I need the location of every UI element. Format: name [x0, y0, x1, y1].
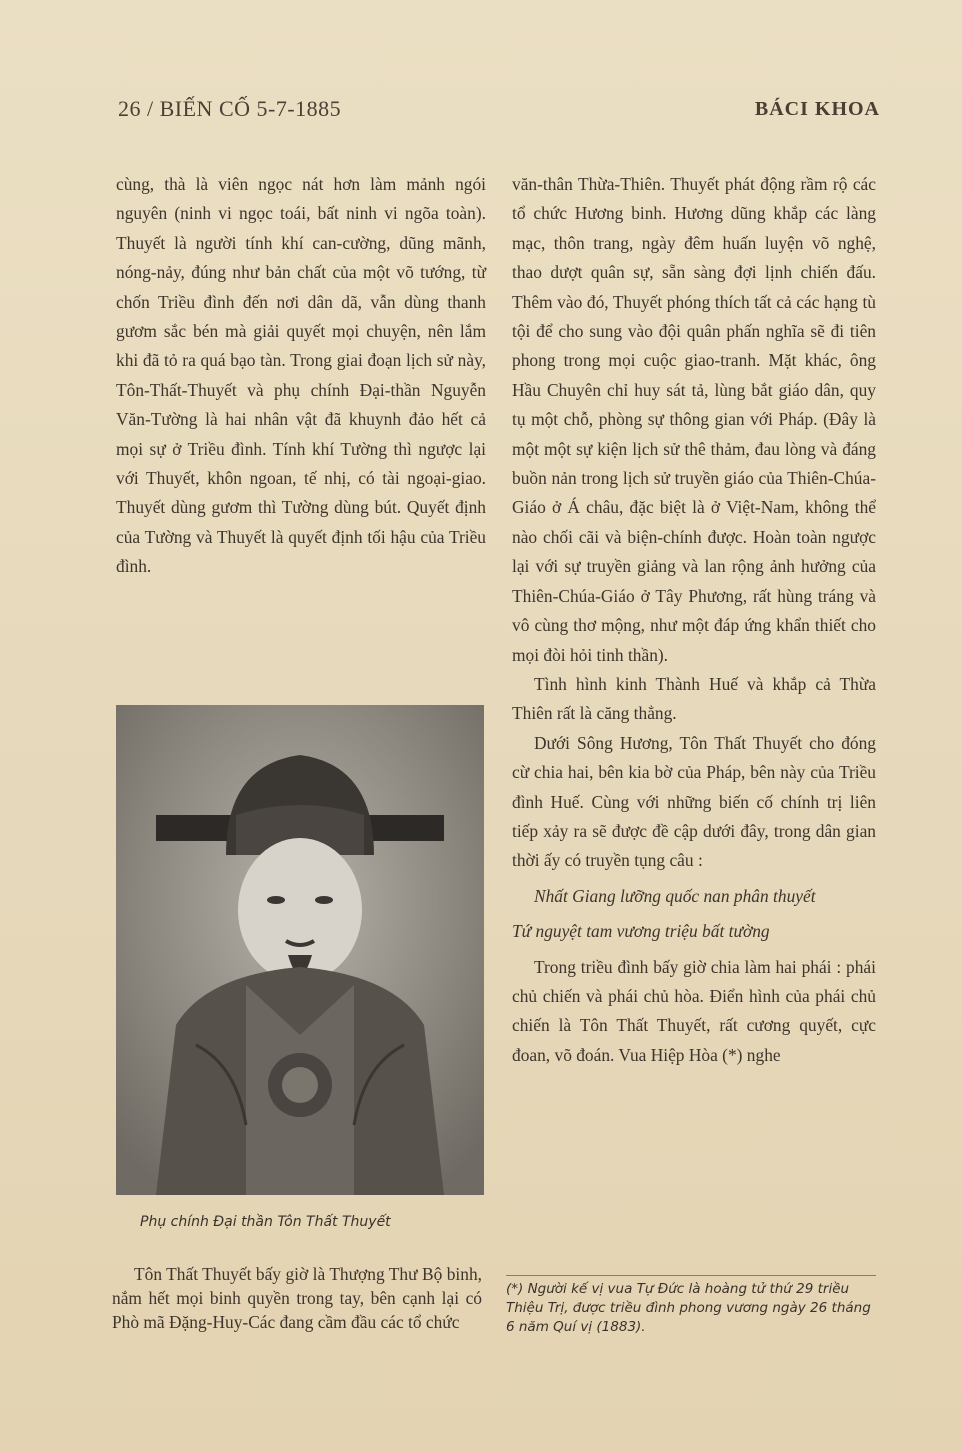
- portrait-figure: [116, 705, 484, 1195]
- right-column: [512, 170, 876, 1070]
- right-paragraph-2: Tình hình kinh Thành Huế và khắp cả Thừa Thiên rất là căng thẳng.: [512, 673, 876, 724]
- footnote: (*) Người kế vị vua Tự Đức là hoàng tử thứ 29 triều Thiệu Trị, được triều đình phong vương ngày 26 tháng 6 năm Quí vị (1883).: [506, 1275, 876, 1337]
- page-number-title: 26 / BIẾN CỐ 5-7-1885: [118, 96, 342, 121]
- photo-caption: Phụ chính Đại thần Tôn Thất Thuyết: [140, 1214, 391, 1230]
- left-column: [116, 170, 486, 582]
- portrait-photo: [116, 705, 484, 1195]
- publication-title: BÁCI KHOA: [754, 98, 880, 120]
- right-paragraph-3: Dưới Sông Hương, Tôn Thất Thuyết cho đóng cừ chia hai, bên kia bờ của Pháp, bên này của Triều đình Huế. Cùng với những biến cố chính trị liên tiếp xảy ra sẽ được đề cập dưới đây, trong dân gian thời ấy có truyền tụng câu :: [512, 732, 876, 871]
- poem-line-2: Tứ nguyệt tam vương triệu bất tường: [512, 921, 770, 942]
- left-column-paragraph: cùng, thà là viên ngọc nát hơn làm mảnh ngói nguyên (ninh vi ngọc toái, bất ninh vi ngõa toàn). Thuyết là người tính khí can-cường, dũng mãnh, nóng-nảy, đúng như bản chất của một võ tướng, từ chốn Triều đình đến nơi dân dã, vẫn dùng thanh gươm sắc bén mà giải quyết mọi chuyện, nên lắm khi đã tỏ ra quá bạo tàn. Trong giai đoạn lịch sử này, Tôn-Thất-Thuyết và phụ chính Đại-thần Nguyễn Văn-Tường là hai nhân vật đã khuynh đảo hết cả mọi sự ở Triều đình. Tính khí Tường thì ngược lại với Thuyết, khôn ngoan, tế nhị, có tài ngoại-giao. Thuyết dùng gươm thì Tường dùng bút. Quyết định của Tường và Thuyết là quyết định tối hậu của Triều đình.: [116, 174, 486, 577]
- below-photo-paragraph: Tôn Thất Thuyết bấy giờ là Thượng Thư Bộ binh, nắm hết mọi binh quyền trong tay, bên cạnh lại có Phò mã Đặng-Huy-Các đang cầm đầu các tổ chức: [112, 1264, 482, 1332]
- right-paragraph-4: Trong triều đình bấy giờ chia làm hai phái : phái chủ chiến và phái chủ hòa. Điển hình của phái chủ chiến là Tôn Thất Thuyết, rất cương quyết, cực đoan, võ đoán. Vua Hiệp Hòa (*) nghe: [512, 956, 876, 1065]
- right-paragraph-1: văn-thân Thừa-Thiên. Thuyết phát động rầm rộ các tổ chức Hương binh. Hương dũng khắp các làng mạc, thôn trang, ngày đêm huấn luyện võ nghệ, thao dượt quân sự, sẵn sàng đợi lịnh chiến đấu. Thêm vào đó, Thuyết phóng thích tất cả các hạng tù tội để cho sung vào đội quân phấn nghĩa sẽ đi tiên phong trong mọi cuộc giao-tranh. Mặt khác, ông Hầu Chuyên chỉ huy sát tả, lùng bắt giáo dân, quy tụ một chỗ, phòng sự thông gian với Pháp. (Đây là một một sự kiện lịch sử thê thảm, đau lòng và đáng buồn nản trong lịch sử truyền giáo của Thiên-Chúa-Giáo ở Á châu, đặc biệt là ở Việt-Nam, không thể nào chối cãi và biện-chính được. Hoàn toàn ngược lại với sự truyền giảng và lan rộng ảnh hưởng của Thiên-Chúa-Giáo ở Tây Phương, rất hùng tráng và vô cùng thơ mộng, như một đáp ứng khẩn thiết cho mọi đòi hỏi tinh thần).: [512, 174, 876, 665]
- poem-line-1: Nhất Giang lưỡng quốc nan phân thuyết: [534, 885, 816, 906]
- page-header: [118, 96, 880, 128]
- below-photo-text: [112, 1262, 482, 1334]
